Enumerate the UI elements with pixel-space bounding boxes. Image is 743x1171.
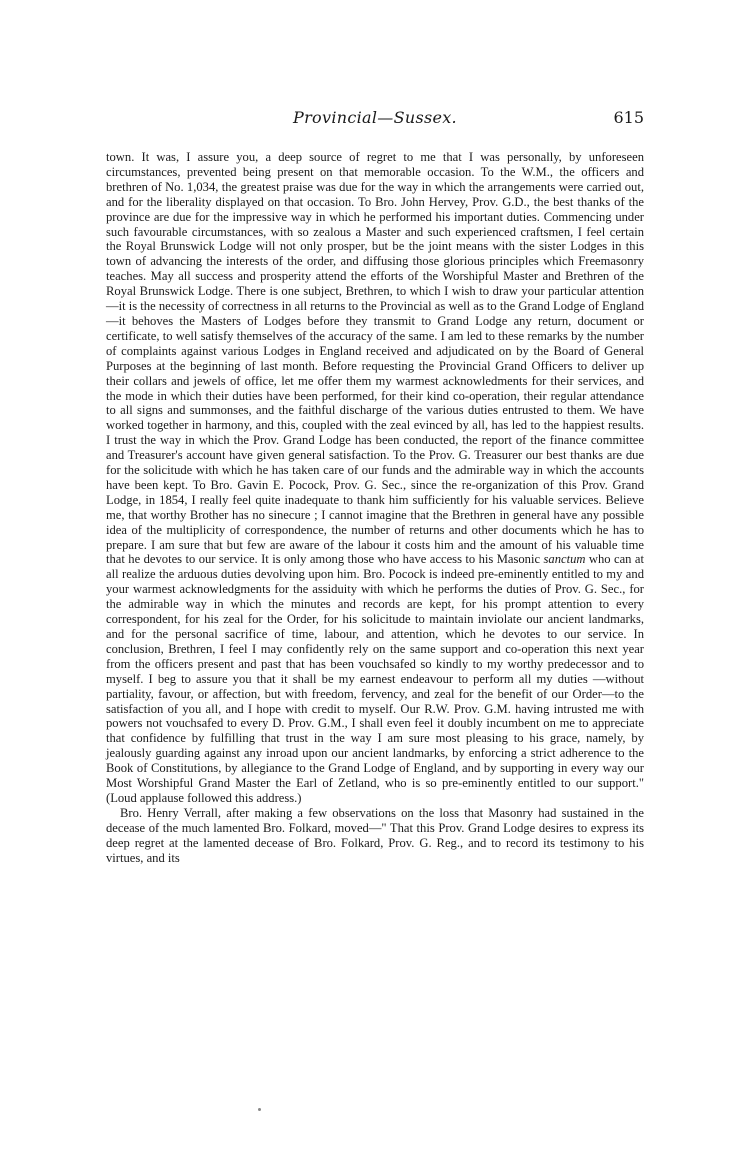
paragraph-1 [106, 150, 644, 806]
paragraph-1-part-a: town. It was, I assure you, a deep source of regret to me that I was personally, by unforeseen circumstances, prevented being present on that memorable occasion. To the W.M., the officers and brethren of No. 1,034, the greatest praise was due for the way in which the arrangements were carried out, and for the liberality displayed on that occasion. To Bro. John Hervey, Prov. G.D., the best thanks of the province are due for the impressive way in which he performed his important duties. Commencing under such favourable circumstances, with so zealous a Master and such experienced craftsmen, I feel certain the Royal Brunswick Lodge will not only prosper, but be the joint means with the sister Lodges in this town of advancing the interests of the order, and diffusing those glorious principles which Freemasonry teaches. May all success and prosperity attend the efforts of the Worshipful Master and Brethren of the Royal Brunswick Lodge. There is one subject, Brethren, to which I wish to draw your particular attention—it is the necessity of correctness in all returns to the Provincial as well as to the Grand Lodge of England—it behoves the Masters of Lodges before they transmit to Grand Lodge any return, document or certificate, to well satisfy themselves of the accuracy of the same. I am led to these remarks by the number of complaints against various Lodges in England received and adjudicated on by the Board of General Purposes at the beginning of last month. Before requesting the Provincial Grand Officers to deliver up their collars and jewels of office, let me offer them my warmest acknowledments for their services, and the mode in which their duties have been performed, for their kind co-operation, their regular attendance to all signs and summonses, and the faithful discharge of the various duties entrusted to them. We have worked together in harmony, and this, coupled with the zeal evinced by all, has led to the happiest results. I trust the way in which the Prov. Grand Lodge has been conducted, the report of the finance committee and Treasurer's account have given general satisfaction. To the Prov. G. Treasurer our best thanks are due for the solicitude with which he has taken care of our funds and the admirable way in which the accounts have been kept. To Bro. Gavin E. Pocock, Prov. G. Sec., since the re-organization of this Prov. Grand Lodge, in 1854, I really feel quite inadequate to thank him sufficiently for his valuable services. Believe me, that worthy Brother has no sinecure ; I cannot imagine that the Brethren in general have any possible idea of the multiplicity of correspondence, the number of returns and other documents which he has to prepare. I am sure that but few are aware of the labour it costs him and the amount of his valuable time that he devotes to our service. It is only among those who have access to his Masonic [106, 150, 644, 567]
paragraph-1-part-b: who can at all realize the arduous duties devolving upon him. Bro. Pocock is indeed pre-eminently entitled to my and your warmest acknowledgments for the assiduity with which he performs the duties of Prov. G. Sec., for the admirable way in which the minutes and records are kept, for his prompt attention to every correspondent, for his zeal for the Order, for his solicitude to maintain inviolate our ancient landmarks, and for the personal sacrifice of time, labour, and attention, which he devotes to our service. In conclusion, Brethren, I feel I may confidently rely on the same support and co-operation this next year from the officers present and past that has been vouchsafed so kindly to my worthy predecessor and to myself. I beg to assure you that it shall be my earnest endeavour to perform all my duties —without partiality, favour, or affection, but with freedom, fervency, and zeal for the benefit of our Order—to the satisfaction of you all, and I hope with credit to myself. Our R.W. Prov. G.M. having intrusted me with powers not vouchsafed to every D. Prov. G.M., I shall even feel it doubly incumbent on me to appreciate that confidence by fulfilling that trust in the way I am sure most pleasing to his grace, namely, by jealously guarding against any inroad upon our ancient landmarks, by enforcing a strict adherence to the Book of Constitutions, by allegiance to the Grand Lodge of England, and by supporting in every way our Most Worshipful Grand Master the Earl of Zetland, who is so pre-eminently entitled to our support." (Loud applause followed this address.) [106, 552, 644, 805]
italic-term: sanctum [543, 552, 586, 567]
paragraph-2: Bro. Henry Verrall, after making a few observations on the loss that Masonry had sustained in the decease of the much lamented Bro. Folkard, moved—" That this Prov. Grand Lodge desires to express its deep regret at the lamented decease of Bro. Folkard, Prov. G. Reg., and to record its testimony to his virtues, and its [106, 805, 644, 865]
print-speck [258, 1108, 261, 1111]
running-title: Provincial—Sussex. [293, 108, 457, 127]
page-number: 615 [613, 108, 644, 127]
body-text [106, 150, 644, 866]
running-header [106, 108, 644, 130]
